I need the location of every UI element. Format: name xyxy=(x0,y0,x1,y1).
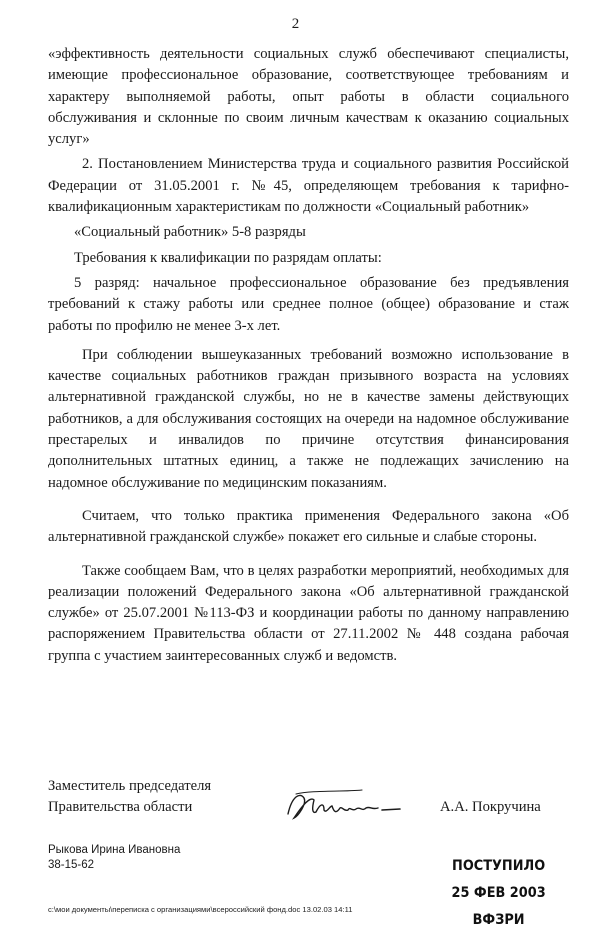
letter-body xyxy=(48,44,569,667)
executor-phone: 38-15-62 xyxy=(48,859,95,871)
signatory-title xyxy=(48,776,211,818)
stamp-date: 25 ФЕВ 2003 xyxy=(451,885,546,901)
page-number: 2 xyxy=(291,16,300,32)
paragraph-conditions: При соблюдении вышеуказанных требований возможно использование в качестве социальных работников граждан призывного возраста на условиях альтернативной гражданской службы, но не в качестве замены действующих работников, а для обслуживания состоящих на очереди на надомное обслуживание престарелых и инвалидов по причине отсутствия финансирования дополнительных штатных единиц, а также не подлежащих зачислению на надомное обслуживание по медицинским показаниям. xyxy=(48,346,569,491)
paragraph-resolution: 2. Постановлением Министерства труда и социального развития Российской Федерации от 31.05.2001 г. №45, определяющем требования к тарифно-квалификационным характеристикам по должности «Социальный работник» xyxy=(48,156,569,216)
executor-name: Рыкова Ирина Ивановна xyxy=(48,844,181,856)
paragraph-quote: «эффективность деятельности социальных служб обеспечивают специалисты, имеющие профессиональное образование, соответствующее требованиям и характеру выполняемой работы, опыт работы в области социального обслуживания и склонные по своим личным качествам к оказанию социальных услуг» xyxy=(48,46,569,148)
paragraph-working-group: Также сообщаем Вам, что в целях разработки мероприятий, необходимых для реализации положений Федерального закона «Об альтернативной гражданской службе» от 25.07.2001 №113-ФЗ и координации работы по данному направлению распоряжением Правительства области от 27.11.2002 № 448 создана рабочая группа с участием заинтересованных служб и ведомств. xyxy=(48,562,569,664)
signatory-title-line2: Правительства области xyxy=(48,799,193,815)
paragraph-opinion: Считаем, что только практика применения Федерального закона «Об альтернативной гражданской службе» покажет его сильные и слабые стороны. xyxy=(48,507,569,546)
paragraph-requirements-heading: Требования к квалификации по разрядам оплаты: xyxy=(74,249,382,266)
signatory-title-line1: Заместитель председателя xyxy=(48,778,212,794)
paragraph-grade-5: 5 разряд: начальное профессиональное образование без предъявления требований к стажу работы или среднее полное (общее) образование и стаж работы по профилю не менее 3-х лет. xyxy=(48,274,569,334)
stamp-line1: ПОСТУПИЛО xyxy=(452,858,546,874)
stamp-org: ВФЗРИ xyxy=(472,912,525,928)
signatory-name: А.А. Покручина xyxy=(440,799,541,815)
paragraph-position: «Социальный работник» 5-8 разряды xyxy=(74,224,306,241)
received-stamp xyxy=(448,853,549,934)
file-path-footer: c:\мои документы\переписка с организациями\всероссийский фонд.doc 13.02.03 14:11 xyxy=(48,905,353,914)
handwritten-signature xyxy=(282,786,412,826)
executor-info xyxy=(48,843,180,873)
